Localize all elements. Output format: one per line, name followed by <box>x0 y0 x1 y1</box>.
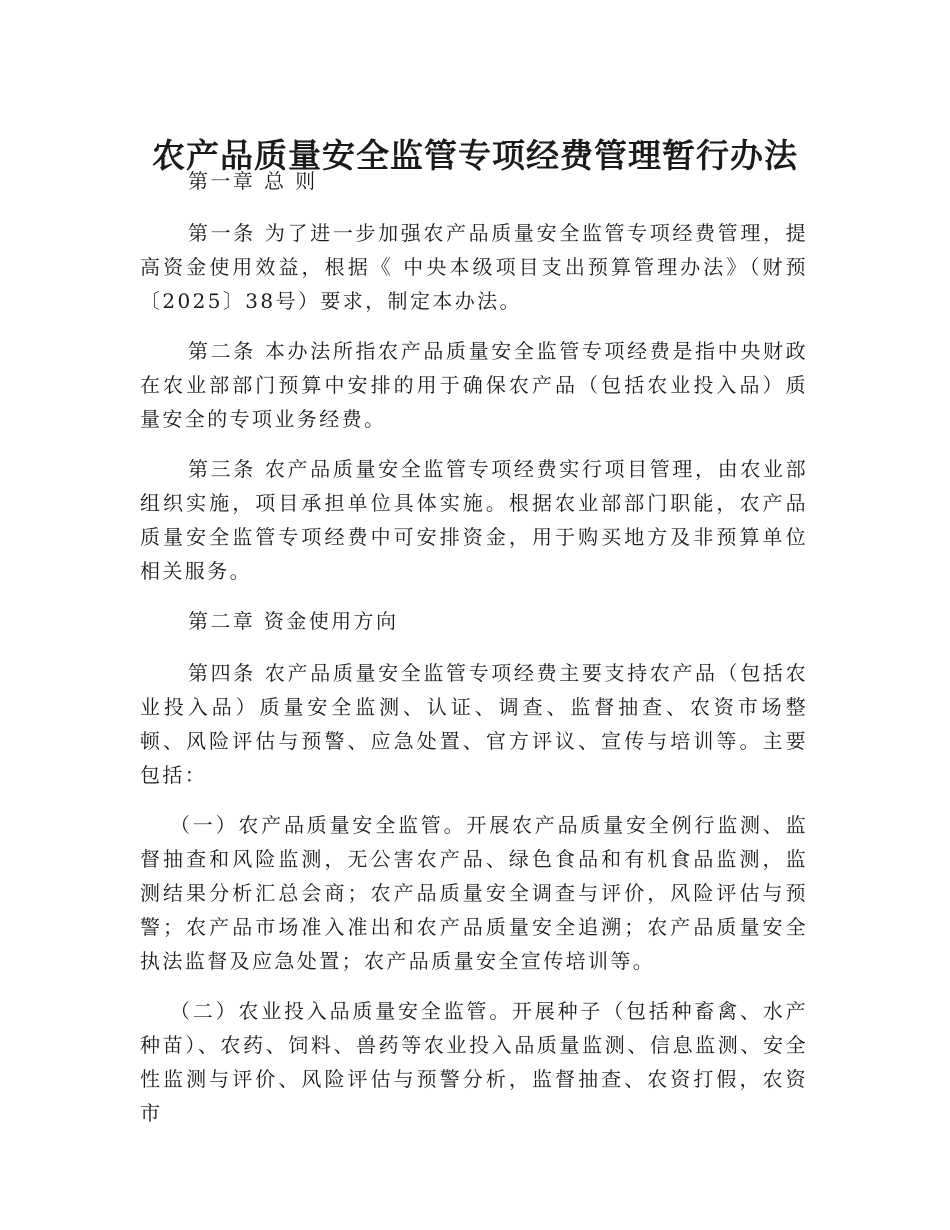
article-4: 第四条 农产品质量安全监管专项经费主要支持农产品（包括农业投入品）质量安全监测、认证、调查、监督抽查、农资市场整顿、风险评估与预警、应急处置、官方评议、宣传与培训等。主要包括： <box>140 661 808 787</box>
document-title: 农产品质量安全监管专项经费管理暂行办法 <box>152 136 798 176</box>
chapter-2-heading: 第二章 资金使用方向 <box>188 609 399 633</box>
article-4-item-1: （一）农产品质量安全监管。开展农产品质量安全例行监测、监督抽查和风险监测，无公害农产品、绿色食品和有机食品监测，监测结果分析汇总会商；农产品质量安全调查与评价，风险评估与预警；农产品市场准入准出和农产品质量安全追溯；农产品质量安全执法监督及应急处置；农产品质量安全宣传培训等。 <box>140 813 808 973</box>
chapter-1-heading: 第一章 总 则 <box>188 169 318 193</box>
article-3: 第三条 农产品质量安全监管专项经费实行项目管理，由农业部组织实施，项目承担单位具体实施。根据农业部部门职能，农产品质量安全监管专项经费中可安排资金，用于购买地方及非预算单位相关服务。 <box>140 457 808 583</box>
article-2: 第二条 本办法所指农产品质量安全监管专项经费是指中央财政在农业部部门预算中安排的用于确保农产品（包括农业投入品）质量安全的专项业务经费。 <box>140 339 808 431</box>
article-1: 第一条 为了进一步加强农产品质量安全监管专项经费管理，提高资金使用效益，根据《 中央本级项目支出预算管理办法》（财预〔2025〕38号）要求，制定本办法。 <box>140 221 808 313</box>
document-body <box>140 164 808 1146</box>
article-4-item-2: （二）农业投入品质量安全监管。开展种子（包括种畜禽、水产种苗）、农药、饲料、兽药等农业投入品质量监测、信息监测、安全性监测与评价、风险评估与预警分析，监督抽查、农资打假，农资市 <box>140 999 808 1125</box>
